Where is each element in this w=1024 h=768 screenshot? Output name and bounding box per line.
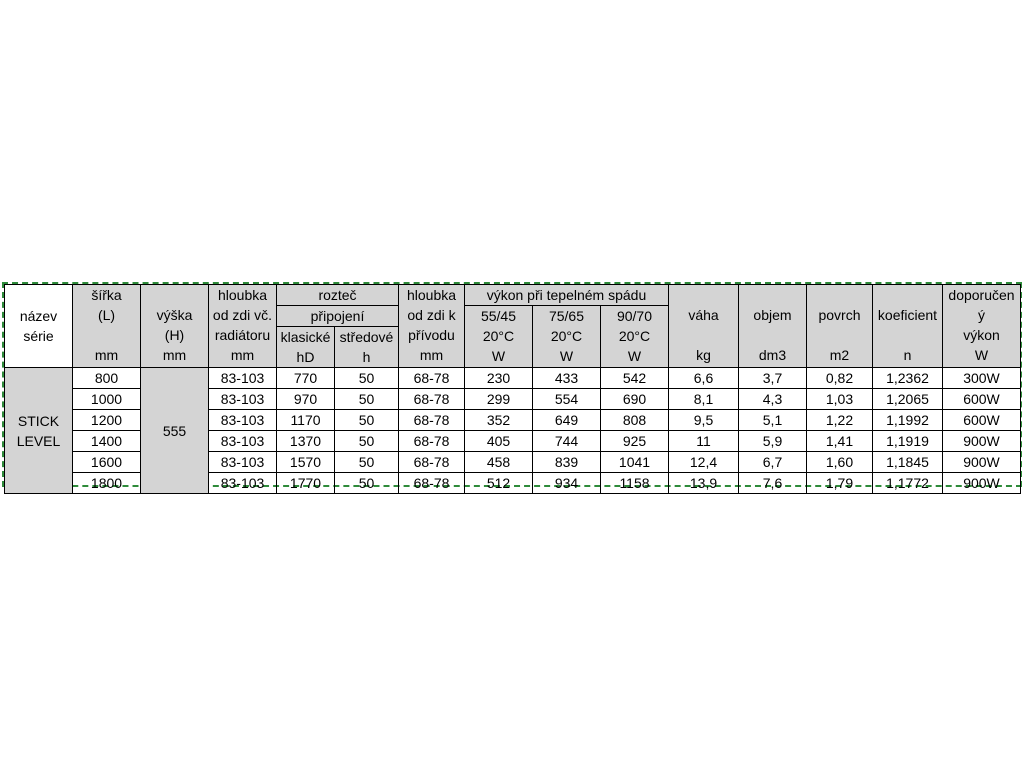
cell-stredove: 50: [335, 431, 399, 452]
cell-stredove: 50: [335, 368, 399, 389]
series-name: STICK LEVEL: [5, 368, 73, 494]
cell-stredove: 50: [335, 389, 399, 410]
cell-hloubka-zdi: 83-103: [209, 368, 277, 389]
cell-spad-55: 405: [465, 431, 533, 452]
cell-spad-75: 934: [533, 473, 601, 494]
header-vyska: výška (H) mm: [141, 285, 209, 368]
cell-sirka: 1400: [73, 431, 141, 452]
cell-povrch: 0,82: [807, 368, 873, 389]
cell-povrch: 1,22: [807, 410, 873, 431]
header-hloubka-zdi: hloubka od zdi vč. radiátoru mm: [209, 285, 277, 368]
cell-spad-75: 554: [533, 389, 601, 410]
header-spad-55: 55/45 20°C W: [465, 306, 533, 368]
spec-table-frame: [2, 282, 1022, 491]
cell-hloubka-privodu: 68-78: [399, 473, 465, 494]
header-doporuceny: doporučen ý výkon W: [943, 285, 1021, 368]
cell-hloubka-zdi: 83-103: [209, 389, 277, 410]
cell-spad-55: 230: [465, 368, 533, 389]
cell-spad-55: 512: [465, 473, 533, 494]
header-nazev: název série: [5, 285, 73, 368]
cell-doporuceny: 300W: [943, 368, 1021, 389]
cell-spad-55: 352: [465, 410, 533, 431]
cell-klasicke: 1170: [277, 410, 335, 431]
cell-hloubka-privodu: 68-78: [399, 389, 465, 410]
cell-povrch: 1,41: [807, 431, 873, 452]
cell-sirka: 1600: [73, 452, 141, 473]
cell-spad-90: 690: [601, 389, 669, 410]
cell-hloubka-zdi: 83-103: [209, 431, 277, 452]
cell-spad-75: 839: [533, 452, 601, 473]
cell-spad-75: 433: [533, 368, 601, 389]
cell-hloubka-privodu: 68-78: [399, 368, 465, 389]
header-spad-90: 90/70 20°C W: [601, 306, 669, 368]
cell-klasicke: 970: [277, 389, 335, 410]
cell-koeficient: 1,2362: [873, 368, 943, 389]
cell-spad-90: 1041: [601, 452, 669, 473]
cell-spad-90: 808: [601, 410, 669, 431]
cell-povrch: 1,79: [807, 473, 873, 494]
cell-koeficient: 1,1992: [873, 410, 943, 431]
header-objem: objem dm3: [739, 285, 807, 368]
cell-doporuceny: 900W: [943, 452, 1021, 473]
cell-sirka: 800: [73, 368, 141, 389]
cell-klasicke: 770: [277, 368, 335, 389]
cell-hloubka-zdi: 83-103: [209, 452, 277, 473]
cell-sirka: 1200: [73, 410, 141, 431]
cell-vaha: 13,9: [669, 473, 739, 494]
header-roztec: rozteč: [277, 285, 399, 306]
header-pripojeni: připojení: [277, 306, 399, 327]
cell-vaha: 11: [669, 431, 739, 452]
cell-objem: 5,1: [739, 410, 807, 431]
cell-vyska: 555: [141, 368, 209, 494]
cell-spad-75: 744: [533, 431, 601, 452]
cell-vaha: 12,4: [669, 452, 739, 473]
cell-spad-75: 649: [533, 410, 601, 431]
cell-povrch: 1,60: [807, 452, 873, 473]
cell-koeficient: 1,2065: [873, 389, 943, 410]
header-vykon-title: výkon při tepelném spádu: [465, 285, 669, 306]
cell-spad-55: 458: [465, 452, 533, 473]
cell-hloubka-privodu: 68-78: [399, 452, 465, 473]
cell-klasicke: 1570: [277, 452, 335, 473]
header-stredove: středové h: [335, 327, 399, 368]
cell-stredove: 50: [335, 410, 399, 431]
cell-spad-90: 542: [601, 368, 669, 389]
cell-sirka: 1000: [73, 389, 141, 410]
cell-koeficient: 1,1772: [873, 473, 943, 494]
cell-stredove: 50: [335, 452, 399, 473]
cell-povrch: 1,03: [807, 389, 873, 410]
cell-vaha: 9,5: [669, 410, 739, 431]
cell-spad-55: 299: [465, 389, 533, 410]
cell-koeficient: 1,1845: [873, 452, 943, 473]
cell-doporuceny: 900W: [943, 473, 1021, 494]
cell-objem: 7,6: [739, 473, 807, 494]
cell-vaha: 6,6: [669, 368, 739, 389]
cell-spad-90: 1158: [601, 473, 669, 494]
cell-objem: 5,9: [739, 431, 807, 452]
table-row: [5, 368, 1021, 389]
cell-doporuceny: 900W: [943, 431, 1021, 452]
cell-vaha: 8,1: [669, 389, 739, 410]
cell-koeficient: 1,1919: [873, 431, 943, 452]
cell-hloubka-privodu: 68-78: [399, 410, 465, 431]
cell-spad-90: 925: [601, 431, 669, 452]
cell-objem: 3,7: [739, 368, 807, 389]
header-povrch: povrch m2: [807, 285, 873, 368]
cell-objem: 4,3: [739, 389, 807, 410]
cell-hloubka-privodu: 68-78: [399, 431, 465, 452]
cell-klasicke: 1770: [277, 473, 335, 494]
cell-objem: 6,7: [739, 452, 807, 473]
cell-stredove: 50: [335, 473, 399, 494]
cell-sirka: 1800: [73, 473, 141, 494]
header-spad-75: 75/65 20°C W: [533, 306, 601, 368]
radiator-spec-table: [4, 284, 1021, 494]
header-hloubka-privodu: hloubka od zdi k přívodu mm: [399, 285, 465, 368]
header-koeficient: koeficient n: [873, 285, 943, 368]
header-sirka: šířka (L) mm: [73, 285, 141, 368]
cell-doporuceny: 600W: [943, 389, 1021, 410]
cell-hloubka-zdi: 83-103: [209, 473, 277, 494]
header-klasicke: klasické hD: [277, 327, 335, 368]
cell-hloubka-zdi: 83-103: [209, 410, 277, 431]
cell-klasicke: 1370: [277, 431, 335, 452]
header-vaha: váha kg: [669, 285, 739, 368]
cell-doporuceny: 600W: [943, 410, 1021, 431]
